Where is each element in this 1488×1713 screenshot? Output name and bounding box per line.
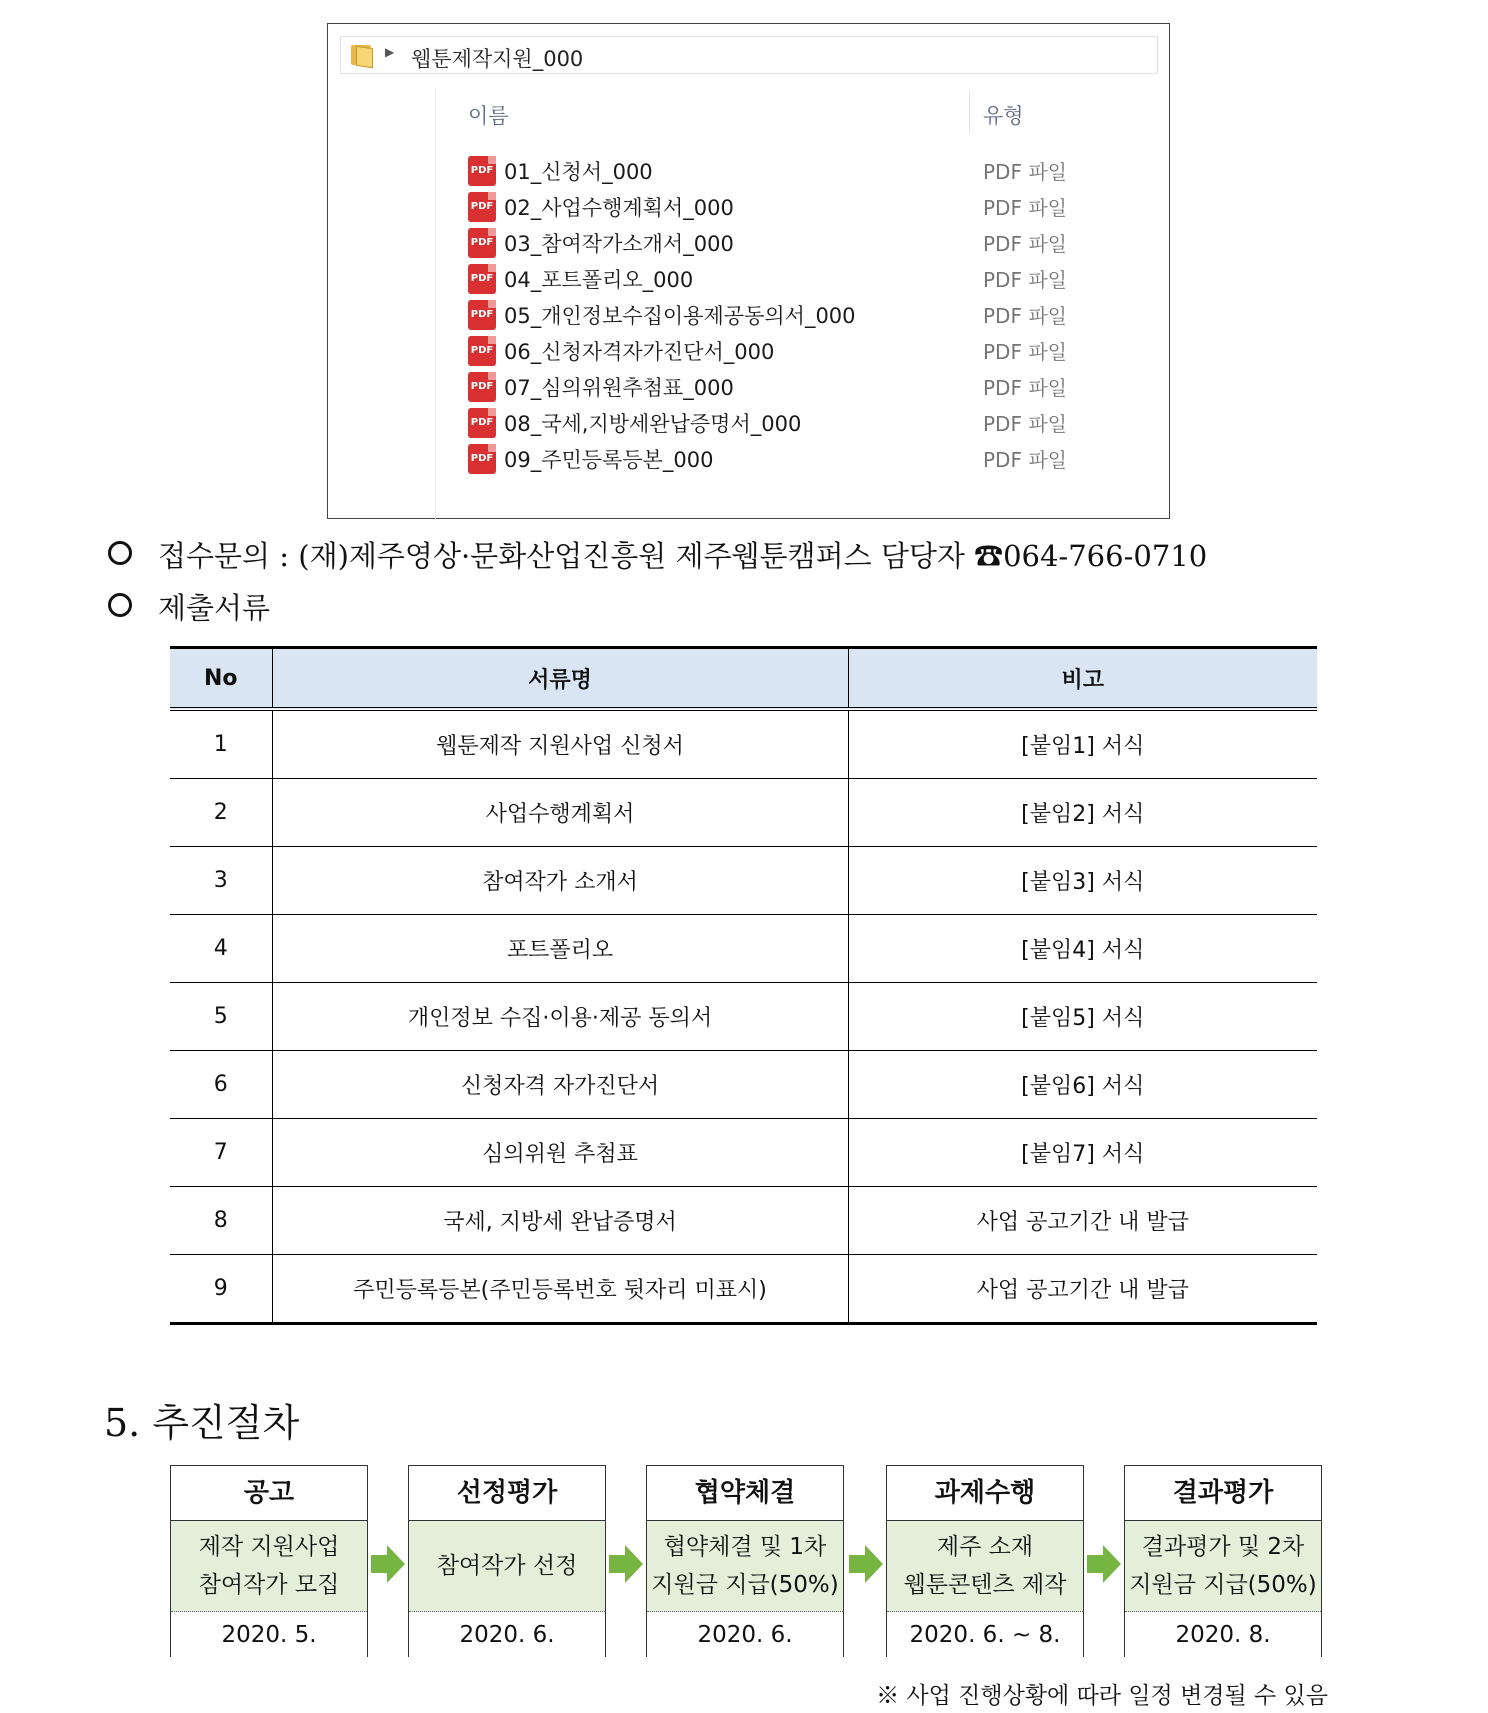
file-explorer-window: [327, 23, 1170, 519]
step-date: 2020. 5.: [171, 1612, 367, 1658]
pdf-file-icon: PDF: [468, 444, 496, 474]
cell-remarks: [붙임6] 서식: [848, 1051, 1317, 1119]
table-row: [170, 1051, 1317, 1119]
cell-document-name: 심의위원 추첨표: [272, 1119, 848, 1187]
file-name: 01_신청서_000: [504, 160, 653, 184]
pdf-file-icon: PDF: [468, 192, 496, 222]
step-description-line: 지원금 지급(50%): [1129, 1572, 1317, 1598]
step-title: 결과평가: [1125, 1466, 1321, 1521]
column-header-name[interactable]: 이름: [468, 104, 509, 128]
column-separator[interactable]: [969, 92, 970, 132]
pdf-file-icon: PDF: [468, 408, 496, 438]
file-type: PDF 파일: [983, 340, 1067, 364]
step-description: [647, 1521, 843, 1612]
step-description-line: 제작 지원사업: [198, 1534, 340, 1560]
circle-bullet-icon: [108, 593, 132, 617]
table-row: [170, 779, 1317, 847]
cell-no: 3: [170, 847, 272, 915]
cell-no: 7: [170, 1119, 272, 1187]
inquiry-line: [108, 534, 1207, 575]
cell-no: 9: [170, 1255, 272, 1324]
file-row[interactable]: [468, 298, 1148, 332]
cell-no: 6: [170, 1051, 272, 1119]
step-date: 2020. 6.: [647, 1612, 843, 1658]
file-name: 07_심의위원추첨표_000: [504, 376, 734, 400]
cell-remarks: [붙임4] 서식: [848, 915, 1317, 983]
pdf-file-icon: PDF: [468, 228, 496, 258]
column-header-type[interactable]: 유형: [983, 104, 1024, 128]
file-row[interactable]: [468, 370, 1148, 404]
pdf-file-icon: PDF: [468, 336, 496, 366]
step-date: 2020. 6.: [409, 1612, 605, 1658]
cell-remarks: [붙임5] 서식: [848, 983, 1317, 1051]
table-row: [170, 1255, 1317, 1324]
step-title: 선정평가: [409, 1466, 605, 1521]
file-type: PDF 파일: [983, 196, 1067, 220]
chevron-right-icon[interactable]: ▶: [385, 45, 395, 59]
cell-document-name: 참여작가 소개서: [272, 847, 848, 915]
process-step-evaluation: [1124, 1465, 1322, 1657]
arrow-right-icon: [1087, 1545, 1121, 1583]
header-document-name: 서류명: [272, 648, 848, 710]
cell-remarks: [붙임3] 서식: [848, 847, 1317, 915]
arrow-right-icon: [849, 1545, 883, 1583]
step-title: 공고: [171, 1466, 367, 1521]
table-row: [170, 709, 1317, 779]
cell-document-name: 국세, 지방세 완납증명서: [272, 1187, 848, 1255]
cell-no: 4: [170, 915, 272, 983]
cell-no: 5: [170, 983, 272, 1051]
cell-document-name: 웹툰제작 지원사업 신청서: [272, 709, 848, 779]
documents-table: [170, 646, 1317, 1325]
cell-remarks: [붙임1] 서식: [848, 709, 1317, 779]
file-type: PDF 파일: [983, 160, 1067, 184]
process-step-execution: [886, 1465, 1084, 1657]
file-row[interactable]: [468, 406, 1148, 440]
cell-document-name: 개인정보 수집·이용·제공 동의서: [272, 983, 848, 1051]
address-bar[interactable]: [340, 36, 1158, 74]
file-type: PDF 파일: [983, 448, 1067, 472]
file-type: PDF 파일: [983, 232, 1067, 256]
cell-no: 8: [170, 1187, 272, 1255]
file-row[interactable]: [468, 262, 1148, 296]
arrow-right-icon: [609, 1545, 643, 1583]
cell-remarks: 사업 공고기간 내 발급: [848, 1187, 1317, 1255]
table-row: [170, 1119, 1317, 1187]
file-row[interactable]: [468, 442, 1148, 476]
step-description: [409, 1521, 605, 1612]
step-description-line: 참여작가 모집: [198, 1572, 340, 1598]
pdf-file-icon: PDF: [468, 300, 496, 330]
file-type: PDF 파일: [983, 268, 1067, 292]
step-description-line: 참여작가 선정: [436, 1553, 578, 1579]
file-name: 08_국세,지방세완납증명서_000: [504, 412, 802, 436]
step-description: [1125, 1521, 1321, 1612]
file-row[interactable]: [468, 334, 1148, 368]
step-description-line: 웹툰콘텐츠 제작: [903, 1572, 1067, 1598]
file-type: PDF 파일: [983, 376, 1067, 400]
cell-remarks: [붙임2] 서식: [848, 779, 1317, 847]
step-title: 과제수행: [887, 1466, 1083, 1521]
circle-bullet-icon: [108, 541, 132, 565]
file-row[interactable]: [468, 190, 1148, 224]
pdf-file-icon: PDF: [468, 156, 496, 186]
cell-no: 2: [170, 779, 272, 847]
file-name: 06_신청자격자가진단서_000: [504, 340, 775, 364]
cell-no: 1: [170, 709, 272, 779]
table-row: [170, 1187, 1317, 1255]
step-date: 2020. 8.: [1125, 1612, 1321, 1658]
inquiry-text: 접수문의 : (재)제주영상·문화산업진흥원 제주웹툰캠퍼스 담당자 ☎064-766-0710: [158, 539, 1208, 573]
step-description-line: 지원금 지급(50%): [651, 1572, 839, 1598]
step-description: [171, 1521, 367, 1612]
header-no: No: [170, 648, 272, 710]
cell-remarks: 사업 공고기간 내 발급: [848, 1255, 1317, 1324]
step-date: 2020. 6. ~ 8.: [887, 1612, 1083, 1658]
section-title: 5. 추진절차: [104, 1401, 300, 1445]
pdf-file-icon: PDF: [468, 264, 496, 294]
cell-document-name: 사업수행계획서: [272, 779, 848, 847]
footnote: ※ 사업 진행상황에 따라 일정 변경될 수 있음: [876, 1683, 1328, 1709]
arrow-right-icon: [371, 1545, 405, 1583]
file-row[interactable]: [468, 154, 1148, 188]
step-description-line: 협약체결 및 1차: [663, 1534, 827, 1560]
file-name: 05_개인정보수집이용제공동의서_000: [504, 304, 856, 328]
table-header-row: [170, 648, 1317, 710]
cell-remarks: [붙임7] 서식: [848, 1119, 1317, 1187]
nav-pane-divider[interactable]: [435, 88, 436, 520]
step-title: 협약체결: [647, 1466, 843, 1521]
documents-heading: 제출서류: [158, 591, 271, 625]
table-row: [170, 983, 1317, 1051]
process-step-selection: [408, 1465, 606, 1657]
pdf-file-icon: PDF: [468, 372, 496, 402]
file-row[interactable]: [468, 226, 1148, 260]
cell-document-name: 주민등록등본(주민등록번호 뒷자리 미표시): [272, 1255, 848, 1324]
process-step-agreement: [646, 1465, 844, 1657]
file-name: 09_주민등록등본_000: [504, 448, 714, 472]
file-name: 04_포트폴리오_000: [504, 268, 694, 292]
table-row: [170, 847, 1317, 915]
step-description-line: 결과평가 및 2차: [1141, 1534, 1305, 1560]
process-step-announcement: [170, 1465, 368, 1657]
step-description: [887, 1521, 1083, 1612]
documents-heading-line: [108, 586, 270, 627]
file-name: 02_사업수행계획서_000: [504, 196, 734, 220]
file-name: 03_참여작가소개서_000: [504, 232, 734, 256]
cell-document-name: 포트폴리오: [272, 915, 848, 983]
cell-document-name: 신청자격 자가진단서: [272, 1051, 848, 1119]
file-type: PDF 파일: [983, 304, 1067, 328]
table-row: [170, 915, 1317, 983]
file-type: PDF 파일: [983, 412, 1067, 436]
folder-icon: [349, 43, 375, 67]
folder-path[interactable]: 웹툰제작지원_000: [411, 47, 584, 71]
step-description-line: 제주 소재: [936, 1534, 1034, 1560]
header-remarks: 비고: [848, 648, 1317, 710]
